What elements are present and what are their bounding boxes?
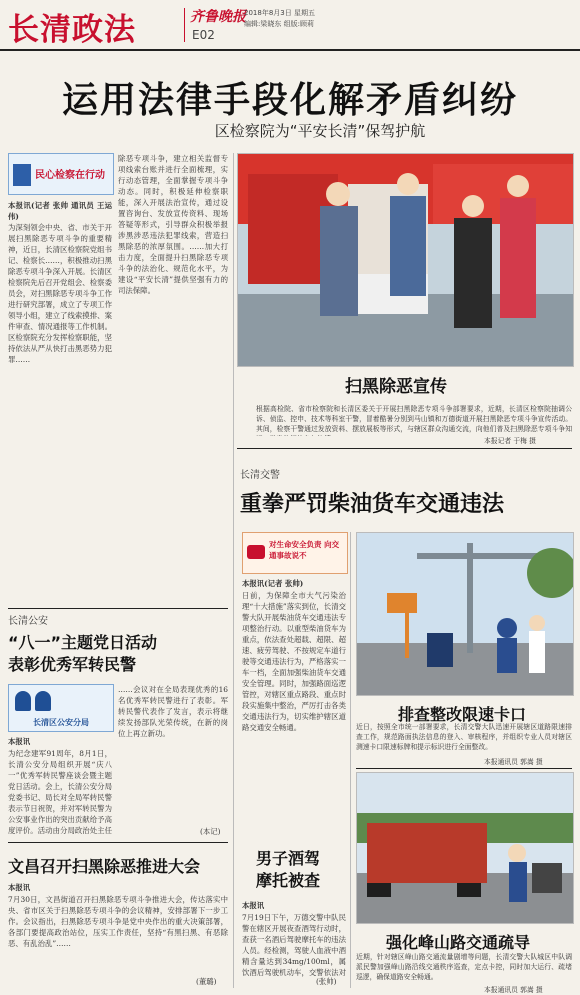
bayi-logo — [8, 684, 114, 732]
building-icon — [13, 164, 31, 186]
rule-speed-bottom — [356, 768, 572, 769]
car-icon — [247, 545, 265, 559]
photo-road-title: 强化峰山路交通疏导 — [386, 933, 531, 952]
masthead-rule — [0, 49, 580, 51]
section-title: 长清政法 — [8, 12, 136, 48]
bayi-text-2: ……会议对在全局表现优秀的16名优秀军转民警进行了表彰。军转民警代表作了发言，表示将继续发扬部队光荣传统，在新的岗位上再立新功。 — [118, 685, 228, 738]
police-icon — [15, 691, 31, 711]
traffic-kicker: 长清交警 — [240, 470, 280, 481]
lead-headline: 运用法律手段化解矛盾纠纷 — [61, 80, 518, 121]
rule-bayi-bottom — [8, 842, 228, 843]
traffic-logo — [242, 532, 348, 574]
wenchang-note: (董璐) — [196, 977, 217, 986]
traffic-byline: 本报讯(记者 张帅) — [242, 579, 304, 588]
wenchang-headline: 文昌召开扫黑除恶推进大会 — [8, 857, 201, 876]
editors: 编辑:梁晓东 组版:顾莉 — [244, 20, 314, 28]
masthead — [0, 0, 580, 48]
drunk-headline-1: 男子酒驾 — [256, 849, 321, 868]
traffic-logo-text: 对生命安全负责 向交通事故说不 — [269, 540, 340, 560]
lead-column-1: 为深刻领会中央、省、市关于开展扫黑除恶专项斗争的重要精神，近日，长清区检察院党组书记、检察长……，积极推动扫黑除恶专项斗争深入开展。长清区检察院先后召开党组会、检察委员会，对扫黑除恶专项斗争工作进行研究部署，成立了专项工作领导小组，建立了线索摸排、案件审查、情况通报等工作机制。区检察院充分发挥检察职能，坚持依法从严从快打击黑恶势力犯罪…… — [8, 223, 112, 364]
bayi-byline: 本报讯 — [8, 737, 31, 746]
page-number: E02 — [192, 28, 215, 42]
bayi-logo-text: 长清区公安分局 — [33, 718, 89, 727]
rule-lead-bottom — [8, 608, 228, 609]
photo-speed-title: 排查整改限速卡口 — [398, 705, 527, 724]
issue-date: 2018年8月3日 星期五 — [244, 9, 315, 17]
bayi-headline-1: “八一”主题党日活动 — [8, 633, 158, 652]
bayi-note: (本记) — [200, 827, 221, 836]
column-rule-1 — [233, 153, 234, 988]
lead-logo — [8, 153, 114, 195]
rule-right-traffic — [237, 448, 572, 449]
lead-subheadline: 区检察院为“平安长清”保驾护航 — [214, 122, 426, 140]
photo-speed-check — [356, 532, 574, 696]
photo-anti-crime-scene — [238, 154, 573, 366]
bayi-headline-2: 表彰优秀军转民警 — [8, 655, 137, 674]
lead-byline: 本报讯(记者 张帅 通讯员 王运伟) — [8, 201, 112, 221]
column-rule-2 — [350, 532, 351, 988]
drunk-note: (张帅) — [316, 977, 337, 986]
wenchang-text: 7月30日，文昌街道召开扫黑除恶专项斗争推进大会，传达落实中央、省市区关于扫黑除恶专项斗争的会议精神，安排部署下一步工作。会议指出，扫黑除恶专项斗争是党中央作出的重大决策部署，各部门要提高政治站位，压实工作责任，坚持“有黑扫黑、有恶除恶、有乱治乱”…… — [8, 895, 228, 948]
bayi-text: 为纪念建军91周年，8月1日，长清公安分局组织开展“庆八一”优秀军转民警座谈会暨主题党日活动。会上，长清公安分局党委书记、局长对全局军转民警表示节日祝贺，并对军转民警为公安事业作出的突出贡献给予高度评价。活动由分局政治处主任 — [8, 749, 112, 835]
photo-road-credit: 本报通讯员 郭嵩 摄 — [484, 986, 543, 994]
drunk-text: 7月19日下午，万德交警中队民警在辖区开展夜查酒驾行动时，查获一名酒后驾驶摩托车的违法人员。经检测，驾驶人血液中酒精含量达到34mg/100ml，属饮酒后驾驶机动车，交警依法对 — [242, 913, 346, 977]
photo-top-credit: 本报记者 于梅 摄 — [484, 437, 536, 445]
masthead-divider — [184, 8, 185, 42]
photo-speed-scene — [357, 533, 573, 695]
lead-logo-text: 民心检察在行动 — [35, 170, 105, 181]
drunk-headline-2: 摩托被查 — [256, 871, 321, 890]
traffic-text: 日前，为保障全市大气污染治理“十大措施”落实到位，长清交警大队开展柴油货车交通违法专项整治行动。以重型柴油货车为重点，依法查处超载、超限、超速、疲劳驾驶、不按规定车道行驶等交通违法行为，严格落实一车一档，全面加强柴油货车交通安全管理。同时，加强路面巡逻管控，对辖区重点路段、重点时段实施集中整治，严厉打击各类交通违法行为，切实维护辖区道路交通安全畅通。 — [242, 591, 346, 732]
photo-top-caption: 根据高检院、省市检察院和长清区委关于开展扫黑除恶专项斗争部署要求，近期，长清区检察院抽调公诉、侦监、控申、技术等科室干警，冒着酷暑分别到马山镇和万德街道开展扫黑除恶专项斗争宣传活动。其间，检察干警通过发放资料、摆放展板等形式，与辖区群众沟通交流，向他们普及扫黑除恶专项斗争知 — [256, 405, 572, 433]
photo-road-scene — [357, 773, 573, 923]
bayi-kicker: 长清公安 — [8, 616, 48, 627]
wenchang-byline: 本报讯 — [8, 883, 31, 892]
photo-speed-caption: 近日，按照全市统一部署要求，长清交警大队迅速开展辖区道路限速排查工作，规范路面执法信息的登入、审核程序，并组织专业人员对辖区测速卡口限速标牌和提示标识进行全面整改。 — [356, 723, 572, 751]
lead-column-2: 除恶专项斗争，建立相关监督专项线索台账并进行全面梳理，实行动态管理，全面掌握专项斗争动态。同时，积极延伸检察职能，深入开展法治宣传，通过设置咨询台、发放宣传资料、现场答疑等形式，引导群众积极举报涉黑涉恶违法犯罪线索，营造扫黑除恶的浓厚氛围。……加大打击力度，全面提升扫黑除恶专项斗争的法治化、规范化水平，为建设“平安长清”提供坚强有力的司法保障。 — [118, 154, 228, 295]
photo-top-title: 扫黑除恶宣传 — [345, 377, 447, 397]
photo-anti-crime-publicity — [237, 153, 574, 367]
police-icon-2 — [35, 691, 51, 711]
drunk-byline: 本报讯 — [242, 901, 265, 910]
photo-road-caption: 近期，针对辖区峰山路交通流量剧增等问题，长清交警大队城区中队调派民警加强峰山路沿线交通秩序巡查，定点卡控，同时加大运行、疏堵巡逻，确保道路安全畅通。 — [356, 953, 572, 981]
photo-speed-credit: 本报通讯员 郭嵩 摄 — [484, 758, 543, 766]
traffic-headline: 重拳严罚柴油货车交通违法 — [240, 492, 505, 517]
paper-name: 齐鲁晚报 — [190, 9, 246, 25]
photo-road — [356, 772, 574, 924]
